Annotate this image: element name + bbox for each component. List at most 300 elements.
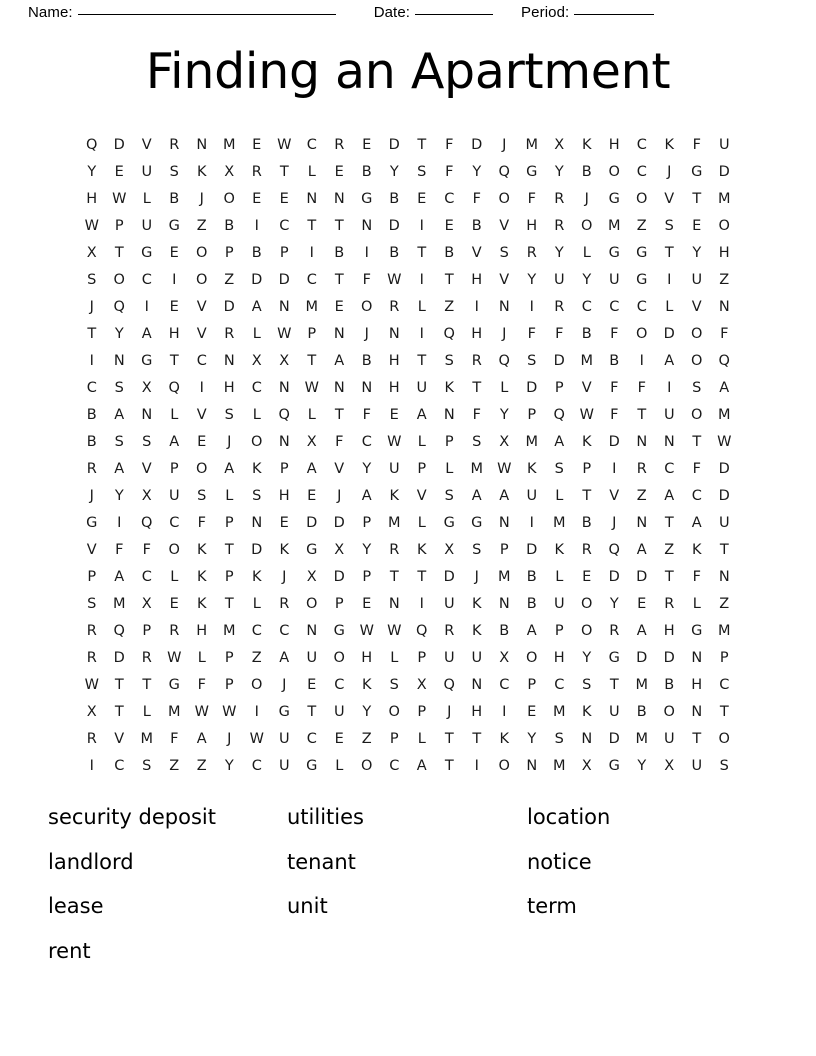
grid-cell[interactable]: A: [334, 353, 345, 369]
grid-cell[interactable]: T: [334, 272, 344, 288]
grid-cell[interactable]: T: [692, 434, 702, 450]
grid-cell[interactable]: B: [444, 245, 455, 261]
grid-cell[interactable]: T: [444, 272, 454, 288]
grid-cell[interactable]: D: [333, 569, 345, 585]
grid-cell[interactable]: T: [334, 407, 344, 423]
grid-cell[interactable]: F: [445, 164, 454, 180]
grid-cell[interactable]: M: [635, 731, 648, 747]
grid-cell[interactable]: O: [636, 326, 648, 342]
grid-cell[interactable]: R: [279, 596, 290, 612]
grid-cell[interactable]: M: [497, 569, 511, 585]
word-list-item[interactable]: tenant: [287, 849, 356, 874]
grid-cell[interactable]: C: [499, 677, 510, 693]
grid-cell[interactable]: N: [691, 704, 703, 720]
grid-cell[interactable]: V: [691, 299, 702, 315]
grid-cell[interactable]: U: [141, 218, 153, 234]
grid-cell[interactable]: F: [197, 515, 206, 531]
grid-cell[interactable]: C: [251, 758, 262, 774]
grid-cell[interactable]: F: [170, 731, 179, 747]
grid-cell[interactable]: X: [141, 380, 152, 396]
grid-cell[interactable]: I: [474, 758, 479, 774]
grid-cell[interactable]: U: [443, 596, 455, 612]
grid-cell[interactable]: D: [388, 137, 400, 153]
grid-cell[interactable]: I: [419, 272, 424, 288]
grid-cell[interactable]: H: [691, 677, 703, 693]
grid-cell[interactable]: K: [471, 596, 482, 612]
grid-cell[interactable]: R: [389, 542, 400, 558]
grid-cell[interactable]: Q: [498, 164, 510, 180]
grid-cell[interactable]: J: [502, 326, 507, 342]
grid-cell[interactable]: E: [252, 137, 262, 153]
grid-cell[interactable]: E: [362, 596, 372, 612]
word-list-item[interactable]: lease: [48, 894, 104, 918]
grid-cell[interactable]: L: [582, 245, 591, 261]
word-list-item[interactable]: landlord: [48, 849, 134, 874]
grid-cell[interactable]: S: [224, 407, 234, 423]
grid-cell[interactable]: F: [555, 326, 564, 342]
grid-cell[interactable]: J: [282, 569, 287, 585]
grid-cell[interactable]: R: [444, 623, 455, 639]
grid-cell[interactable]: K: [196, 542, 207, 558]
grid-cell[interactable]: C: [306, 272, 317, 288]
grid-cell[interactable]: U: [718, 515, 730, 531]
grid-cell[interactable]: B: [581, 326, 592, 342]
grid-cell[interactable]: S: [142, 758, 152, 774]
grid-cell[interactable]: T: [444, 731, 454, 747]
grid-cell[interactable]: T: [224, 542, 234, 558]
grid-cell[interactable]: R: [86, 623, 97, 639]
grid-cell[interactable]: N: [388, 596, 400, 612]
word-list-item[interactable]: notice: [527, 849, 592, 874]
grid-cell[interactable]: Z: [636, 218, 647, 234]
grid-cell[interactable]: G: [306, 758, 318, 774]
grid-cell[interactable]: S: [389, 677, 399, 693]
grid-cell[interactable]: K: [251, 569, 262, 585]
grid-cell[interactable]: T: [279, 164, 289, 180]
grid-cell[interactable]: X: [224, 164, 235, 180]
grid-cell[interactable]: A: [526, 623, 537, 639]
grid-cell[interactable]: N: [306, 191, 318, 207]
grid-cell[interactable]: Q: [443, 677, 455, 693]
grid-cell[interactable]: E: [169, 299, 179, 315]
grid-cell[interactable]: B: [86, 434, 97, 450]
grid-cell[interactable]: K: [499, 731, 509, 747]
grid-cell[interactable]: M: [635, 677, 648, 693]
grid-cell[interactable]: F: [362, 272, 371, 288]
grid-cell[interactable]: P: [279, 245, 289, 261]
grid-cell[interactable]: O: [196, 461, 208, 477]
grid-cell[interactable]: D: [636, 650, 648, 666]
grid-cell[interactable]: M: [607, 218, 621, 234]
grid-cell[interactable]: R: [471, 353, 482, 369]
grid-cell[interactable]: E: [279, 515, 289, 531]
grid-cell[interactable]: A: [719, 380, 730, 396]
grid-cell[interactable]: H: [223, 380, 235, 396]
grid-cell[interactable]: Z: [719, 272, 730, 288]
grid-cell[interactable]: V: [664, 191, 675, 207]
grid-cell[interactable]: S: [554, 731, 564, 747]
grid-cell[interactable]: A: [691, 515, 702, 531]
grid-cell[interactable]: X: [251, 353, 262, 369]
grid-cell[interactable]: D: [718, 461, 730, 477]
grid-cell[interactable]: C: [251, 623, 262, 639]
grid-cell[interactable]: N: [718, 299, 730, 315]
grid-cell[interactable]: L: [197, 650, 206, 666]
grid-cell[interactable]: T: [417, 353, 427, 369]
grid-cell[interactable]: F: [720, 326, 729, 342]
grid-cell[interactable]: X: [444, 542, 455, 558]
grid-cell[interactable]: G: [168, 218, 180, 234]
grid-cell[interactable]: W: [84, 677, 99, 693]
grid-cell[interactable]: G: [168, 677, 180, 693]
grid-cell[interactable]: S: [87, 596, 97, 612]
grid-cell[interactable]: N: [636, 515, 648, 531]
grid-cell[interactable]: E: [279, 191, 289, 207]
grid-cell[interactable]: A: [636, 542, 647, 558]
grid-cell[interactable]: Q: [113, 299, 125, 315]
grid-cell[interactable]: W: [387, 272, 402, 288]
grid-cell[interactable]: O: [251, 677, 263, 693]
grid-cell[interactable]: T: [389, 569, 399, 585]
grid-cell[interactable]: E: [692, 218, 702, 234]
grid-cell[interactable]: W: [167, 650, 182, 666]
grid-cell[interactable]: Y: [527, 272, 537, 288]
grid-cell[interactable]: G: [526, 164, 538, 180]
grid-cell[interactable]: T: [417, 245, 427, 261]
grid-cell[interactable]: T: [114, 245, 124, 261]
grid-cell[interactable]: O: [361, 758, 373, 774]
word-search-grid[interactable]: [78, 132, 738, 780]
grid-cell[interactable]: S: [417, 164, 427, 180]
grid-cell[interactable]: D: [251, 272, 263, 288]
name-field[interactable]: [28, 4, 336, 21]
grid-cell[interactable]: B: [361, 353, 372, 369]
grid-cell[interactable]: I: [529, 515, 534, 531]
grid-cell[interactable]: D: [608, 434, 620, 450]
grid-cell[interactable]: F: [692, 137, 701, 153]
grid-cell[interactable]: O: [306, 596, 318, 612]
grid-cell[interactable]: I: [254, 704, 259, 720]
grid-cell[interactable]: M: [222, 623, 236, 639]
grid-cell[interactable]: G: [141, 245, 153, 261]
grid-cell[interactable]: K: [554, 542, 564, 558]
grid-cell[interactable]: W: [717, 434, 732, 450]
grid-cell[interactable]: S: [499, 245, 509, 261]
grid-cell[interactable]: Y: [582, 272, 592, 288]
grid-cell[interactable]: U: [691, 272, 703, 288]
grid-cell[interactable]: L: [445, 461, 454, 477]
grid-cell[interactable]: C: [636, 164, 647, 180]
grid-cell[interactable]: G: [636, 272, 648, 288]
grid-cell[interactable]: K: [251, 461, 262, 477]
grid-cell[interactable]: Y: [87, 164, 97, 180]
grid-cell[interactable]: E: [334, 164, 344, 180]
grid-cell[interactable]: F: [445, 137, 454, 153]
grid-cell[interactable]: I: [172, 272, 177, 288]
grid-cell[interactable]: C: [334, 677, 345, 693]
grid-cell[interactable]: O: [691, 353, 703, 369]
grid-cell[interactable]: C: [691, 488, 702, 504]
grid-cell[interactable]: U: [168, 488, 180, 504]
grid-cell[interactable]: N: [718, 569, 730, 585]
grid-cell[interactable]: K: [664, 137, 674, 153]
grid-cell[interactable]: M: [167, 704, 181, 720]
grid-cell[interactable]: E: [389, 407, 399, 423]
grid-cell[interactable]: A: [196, 731, 207, 747]
grid-cell[interactable]: H: [388, 380, 400, 396]
grid-cell[interactable]: Q: [608, 542, 620, 558]
grid-cell[interactable]: S: [554, 461, 564, 477]
grid-cell[interactable]: J: [474, 569, 479, 585]
grid-cell[interactable]: R: [169, 137, 180, 153]
grid-cell[interactable]: O: [691, 326, 703, 342]
grid-cell[interactable]: U: [278, 731, 290, 747]
grid-cell[interactable]: U: [278, 758, 290, 774]
grid-cell[interactable]: D: [223, 299, 235, 315]
grid-cell[interactable]: I: [309, 245, 314, 261]
grid-cell[interactable]: V: [499, 218, 510, 234]
grid-cell[interactable]: P: [554, 380, 564, 396]
grid-cell[interactable]: B: [251, 245, 262, 261]
grid-cell[interactable]: X: [141, 596, 152, 612]
grid-cell[interactable]: T: [444, 758, 454, 774]
grid-cell[interactable]: U: [608, 704, 620, 720]
grid-cell[interactable]: V: [471, 245, 482, 261]
grid-cell[interactable]: H: [553, 650, 565, 666]
grid-cell[interactable]: V: [416, 488, 427, 504]
grid-cell[interactable]: T: [664, 515, 674, 531]
grid-cell[interactable]: C: [664, 461, 675, 477]
grid-cell[interactable]: C: [719, 677, 730, 693]
grid-cell[interactable]: C: [141, 272, 152, 288]
grid-cell[interactable]: F: [692, 569, 701, 585]
grid-cell[interactable]: I: [612, 461, 617, 477]
grid-cell[interactable]: E: [114, 164, 124, 180]
grid-cell[interactable]: P: [362, 569, 372, 585]
grid-cell[interactable]: X: [499, 650, 510, 666]
grid-cell[interactable]: C: [581, 299, 592, 315]
grid-cell[interactable]: G: [691, 623, 703, 639]
grid-cell[interactable]: O: [168, 542, 180, 558]
grid-cell[interactable]: A: [636, 623, 647, 639]
grid-cell[interactable]: T: [417, 137, 427, 153]
grid-cell[interactable]: L: [417, 299, 426, 315]
date-field[interactable]: [374, 4, 493, 21]
grid-cell[interactable]: O: [691, 407, 703, 423]
grid-cell[interactable]: E: [362, 137, 372, 153]
grid-cell[interactable]: N: [498, 299, 510, 315]
grid-cell[interactable]: K: [526, 461, 537, 477]
grid-cell[interactable]: N: [636, 434, 648, 450]
grid-cell[interactable]: G: [333, 623, 345, 639]
grid-cell[interactable]: K: [691, 542, 702, 558]
grid-cell[interactable]: O: [196, 272, 208, 288]
grid-cell[interactable]: R: [554, 191, 565, 207]
grid-cell[interactable]: R: [224, 326, 235, 342]
grid-cell[interactable]: N: [251, 515, 263, 531]
grid-cell[interactable]: E: [637, 596, 647, 612]
grid-cell[interactable]: U: [416, 380, 428, 396]
grid-cell[interactable]: N: [141, 407, 153, 423]
grid-cell[interactable]: C: [306, 731, 317, 747]
grid-cell[interactable]: W: [112, 191, 127, 207]
grid-cell[interactable]: K: [196, 569, 207, 585]
grid-cell[interactable]: B: [581, 164, 592, 180]
grid-cell[interactable]: I: [199, 380, 204, 396]
period-input-rule[interactable]: [574, 14, 654, 15]
grid-cell[interactable]: P: [444, 434, 454, 450]
grid-cell[interactable]: A: [664, 488, 675, 504]
grid-cell[interactable]: A: [416, 407, 427, 423]
grid-cell[interactable]: M: [387, 515, 401, 531]
period-field[interactable]: [521, 4, 654, 21]
grid-cell[interactable]: G: [608, 758, 620, 774]
grid-cell[interactable]: C: [114, 758, 125, 774]
grid-cell[interactable]: L: [225, 488, 234, 504]
grid-cell[interactable]: C: [444, 191, 455, 207]
grid-cell[interactable]: G: [278, 704, 290, 720]
grid-cell[interactable]: S: [472, 542, 482, 558]
grid-cell[interactable]: G: [608, 245, 620, 261]
grid-cell[interactable]: I: [117, 515, 122, 531]
grid-cell[interactable]: Z: [251, 650, 262, 666]
grid-cell[interactable]: W: [304, 380, 319, 396]
grid-cell[interactable]: L: [307, 164, 316, 180]
grid-cell[interactable]: D: [388, 218, 400, 234]
grid-cell[interactable]: J: [89, 488, 94, 504]
grid-cell[interactable]: X: [416, 677, 427, 693]
grid-cell[interactable]: G: [608, 191, 620, 207]
grid-cell[interactable]: H: [471, 326, 483, 342]
grid-cell[interactable]: U: [663, 407, 675, 423]
grid-cell[interactable]: F: [610, 407, 619, 423]
grid-cell[interactable]: R: [86, 650, 97, 666]
grid-cell[interactable]: N: [526, 758, 538, 774]
grid-cell[interactable]: F: [610, 326, 619, 342]
grid-cell[interactable]: T: [114, 677, 124, 693]
grid-cell[interactable]: S: [114, 380, 124, 396]
grid-cell[interactable]: F: [472, 407, 481, 423]
grid-cell[interactable]: E: [307, 488, 317, 504]
grid-cell[interactable]: K: [416, 542, 427, 558]
grid-cell[interactable]: Z: [169, 758, 180, 774]
grid-cell[interactable]: A: [114, 569, 125, 585]
grid-cell[interactable]: H: [168, 326, 180, 342]
grid-cell[interactable]: H: [608, 137, 620, 153]
grid-cell[interactable]: B: [86, 407, 97, 423]
grid-cell[interactable]: J: [584, 191, 589, 207]
grid-cell[interactable]: X: [279, 353, 290, 369]
grid-cell[interactable]: C: [196, 353, 207, 369]
grid-cell[interactable]: U: [553, 596, 565, 612]
grid-cell[interactable]: L: [170, 407, 179, 423]
grid-cell[interactable]: X: [334, 542, 345, 558]
grid-cell[interactable]: A: [499, 488, 510, 504]
grid-cell[interactable]: B: [389, 245, 400, 261]
grid-cell[interactable]: V: [499, 272, 510, 288]
grid-cell[interactable]: B: [526, 596, 537, 612]
grid-cell[interactable]: R: [636, 461, 647, 477]
grid-cell[interactable]: E: [444, 218, 454, 234]
grid-cell[interactable]: A: [361, 488, 372, 504]
grid-cell[interactable]: U: [443, 650, 455, 666]
grid-cell[interactable]: A: [554, 434, 565, 450]
grid-cell[interactable]: R: [251, 164, 262, 180]
grid-cell[interactable]: I: [419, 218, 424, 234]
grid-cell[interactable]: Z: [636, 488, 647, 504]
grid-cell[interactable]: U: [471, 650, 483, 666]
grid-cell[interactable]: C: [86, 380, 97, 396]
grid-cell[interactable]: R: [86, 461, 97, 477]
grid-cell[interactable]: U: [526, 488, 538, 504]
grid-cell[interactable]: P: [362, 515, 372, 531]
grid-cell[interactable]: F: [197, 677, 206, 693]
grid-cell[interactable]: D: [718, 164, 730, 180]
grid-cell[interactable]: V: [86, 542, 97, 558]
grid-cell[interactable]: I: [364, 245, 369, 261]
grid-cell[interactable]: J: [502, 137, 507, 153]
grid-cell[interactable]: K: [196, 164, 207, 180]
grid-cell[interactable]: P: [224, 650, 234, 666]
grid-cell[interactable]: H: [361, 650, 373, 666]
grid-cell[interactable]: L: [500, 380, 509, 396]
grid-cell[interactable]: H: [471, 272, 483, 288]
grid-cell[interactable]: O: [223, 191, 235, 207]
grid-cell[interactable]: N: [278, 434, 290, 450]
grid-cell[interactable]: T: [334, 218, 344, 234]
grid-cell[interactable]: G: [471, 515, 483, 531]
grid-cell[interactable]: L: [252, 407, 261, 423]
grid-cell[interactable]: B: [499, 623, 510, 639]
grid-cell[interactable]: P: [169, 461, 179, 477]
grid-cell[interactable]: Y: [527, 731, 537, 747]
grid-cell[interactable]: D: [608, 569, 620, 585]
grid-cell[interactable]: O: [333, 650, 345, 666]
grid-cell[interactable]: P: [307, 326, 317, 342]
grid-cell[interactable]: V: [114, 731, 125, 747]
grid-cell[interactable]: N: [443, 407, 455, 423]
grid-cell[interactable]: Q: [168, 380, 180, 396]
grid-cell[interactable]: S: [169, 164, 179, 180]
word-list-item[interactable]: unit: [287, 894, 328, 918]
grid-cell[interactable]: E: [582, 569, 592, 585]
grid-cell[interactable]: N: [333, 380, 345, 396]
grid-cell[interactable]: I: [667, 272, 672, 288]
grid-cell[interactable]: F: [472, 191, 481, 207]
grid-cell[interactable]: Y: [362, 542, 372, 558]
grid-cell[interactable]: S: [142, 434, 152, 450]
grid-cell[interactable]: Y: [609, 596, 619, 612]
grid-cell[interactable]: C: [141, 569, 152, 585]
grid-cell[interactable]: W: [387, 623, 402, 639]
grid-cell[interactable]: I: [254, 218, 259, 234]
grid-cell[interactable]: P: [719, 650, 729, 666]
grid-cell[interactable]: R: [86, 731, 97, 747]
grid-cell[interactable]: P: [114, 218, 124, 234]
grid-cell[interactable]: Q: [278, 407, 290, 423]
grid-cell[interactable]: V: [334, 461, 345, 477]
grid-cell[interactable]: C: [389, 758, 400, 774]
grid-cell[interactable]: U: [553, 272, 565, 288]
grid-cell[interactable]: U: [608, 272, 620, 288]
grid-cell[interactable]: B: [581, 515, 592, 531]
grid-cell[interactable]: Y: [554, 164, 564, 180]
grid-cell[interactable]: P: [87, 569, 97, 585]
grid-cell[interactable]: I: [529, 299, 534, 315]
grid-cell[interactable]: J: [199, 191, 204, 207]
grid-cell[interactable]: U: [663, 731, 675, 747]
grid-cell[interactable]: T: [664, 245, 674, 261]
